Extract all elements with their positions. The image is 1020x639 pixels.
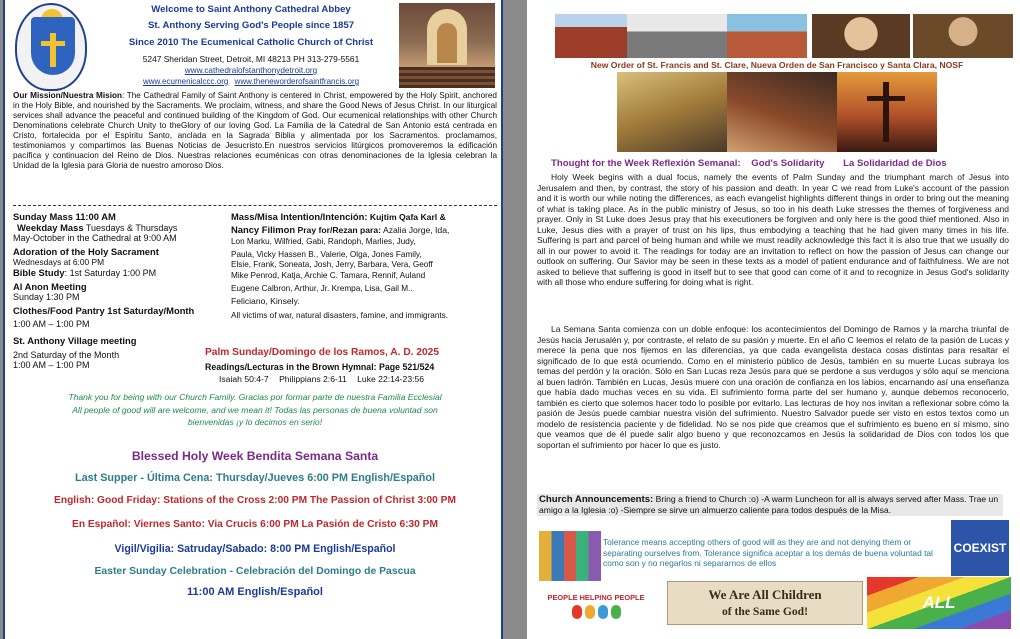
viernes-santo-times: En Español: Viernes Santo: Via Crucis 6:00 PM La Pasión de Cristo 6:30 PM	[72, 519, 438, 530]
mission-label: Our Mission/Nuestra Mision	[13, 91, 122, 100]
left-bulletin-page	[3, 0, 503, 639]
divider	[13, 205, 497, 206]
friars-photo	[727, 14, 807, 58]
thought-heading	[551, 158, 1017, 169]
clothes-pantry-label: Clothes/Food Pantry 1st Saturday/Month	[13, 304, 195, 316]
clothes-pantry-time: 1:00 AM – 1:00 PM	[13, 319, 90, 330]
prayer-names-4: Mike Penrod, Katja, Archie C. Tamara, Rennif, Auland	[231, 270, 426, 280]
saint-francis-painting	[913, 14, 1013, 58]
reading-philippians: Philippians 2:6-11	[279, 374, 347, 384]
people-helping-people-banner	[537, 587, 655, 627]
right-bulletin-page	[527, 0, 1020, 639]
thanks-line-3: bienvenidas ¡y lo decimos en serio!	[187, 417, 323, 427]
last-supper-time: Last Supper - Última Cena: Thursday/Jueves 6:00 PM English/Español	[75, 472, 435, 484]
website-link-ecumenical[interactable]: www.ecumenicalccc.org	[142, 77, 229, 86]
prayer-names-3: Elsie, Frank, Soneata, Josh, Jerry, Barbara, Vera, Geoff	[231, 260, 433, 270]
bible-study-label: Bible Study	[13, 266, 65, 278]
village-meeting-when: 2nd Saturday of the Month	[13, 349, 120, 360]
diverse-people-photo	[539, 531, 601, 581]
prayer-victims: All victims of war, natural disasters, famine, and immigrants.	[231, 310, 449, 320]
palm-sunday-painting	[617, 72, 727, 152]
mission-text: : The Cathedral Family of Saint Anthony is centered in Christ, empowered by the Holy Spirit, anchored in the Holy Bible, and nourished by the Sacraments. We proclaim, witness, and share the Good News of Jesus Christ. In our liturgical services shall advance the peaceful and continued building of the Kingdom of God. Our ecumenical relationships with other Church Denominations celebrate Church Unity to theGlory of our loving God. La Familia de la Catedral de San Antonio está centrada en Cristo, fortalecida por el Espíritu Santo, anclada en la Sagrada Biblia y alimentada por los Sacramentos. proclamamos, testimoniamos y compartimos las Buenas Noticias de Jesucristo.En nuestros servicios litúrgicos promoveremos la edificación pacífica y continuacion del Reino de Dios. Nuestras relaciones ecuménicas con otras denominaciones de la Iglesia celebran la Unidad de la Iglesia para Gloria de nuestro amoroso Dios.	[13, 91, 497, 170]
vigil-time: Vigil/Vigilia: Satruday/Sabado: 8:00 PM English/Español	[114, 543, 396, 555]
since-title: Since 2010 The Ecumenical Catholic Church of Christ	[128, 37, 374, 48]
people-helping-people-text: PEOPLE HELPING PEOPLE	[547, 593, 645, 602]
welcome-title: Welcome to Saint Anthony Cathedral Abbey	[151, 4, 351, 15]
palm-sunday-title: Palm Sunday/Domingo de los Ramos, A. D. 2025	[205, 347, 439, 358]
prayer-names-6: Feliciano, Kinsely.	[231, 296, 300, 307]
adoration-label: Adoration of the Holy Sacrament	[13, 245, 159, 257]
coexist-logo: COEXIST	[951, 520, 1009, 576]
thanks-line-1: Thank you for being with our Church Family. Gracias por formar parte de nuestra Familia Ecclesial	[68, 392, 442, 402]
abbey-logo-icon	[15, 3, 87, 91]
alanon-label: Al Anon Meeting	[13, 280, 87, 292]
reflection-english: Holy Week begins with a dual focus, namely the events of Palm Sunday and the triumphant march of Jesus into Jerusalem and then, by contrast, the story of his passion and death. In year C we read from Luke's account of the passion and it is worth our while noting the differences, as each evangelist highlights different things in order to bring out the meaning of what is taking place. As in the public ministry of Jesus, so too in his death Luke stresses the themes of forgiveness and prayer. Only in St Luke does Jesus pray that his executioners be forgiven and only here is the good thief mentioned. Also in Luke, Jesus dies with a prayer of trust on his lips, thus embodying a teaching that he had given many times in his life. Suffering is part and parcel of being human and while we must readily acknowledge this fact it is also true that we usually do all in our power to avoid it. The readings for today are an invitation to reflect on how the passion of Jesus can change our outlook on suffering. Our Savior may be seen in these texts as a model of patient endurance and of faithfulness. We are not asked to believe that suffering is good in itself but to see that good can come of it and to recognize in Jesus God's solidarity with all those who endure suffering for doing what is right.	[537, 172, 1009, 287]
village-meeting-time: 1:00 AM – 1:00 PM	[13, 360, 90, 371]
children-banner-line2: of the Same God!	[722, 605, 808, 618]
welcome-message	[13, 391, 497, 429]
thought-title-spanish: La Solidaridad de Dios	[843, 158, 947, 169]
easter-celebration: Easter Sunday Celebration - Celebración del Domingo de Pascua	[94, 566, 416, 577]
good-friday-times: English: Good Friday: Stations of the Cross 2:00 PM The Passion of Christ 3:00 PM	[54, 495, 456, 506]
prayer-names-2: Paula, Vicky Hassen B., Valerie, Olga, Jones Family,	[231, 249, 422, 259]
reading-luke: Luke 22:14-23:56	[357, 374, 425, 384]
mass-intentions	[231, 212, 501, 321]
intention-name: Nancy Filimon	[231, 223, 296, 235]
children-banner-line1: We Are All Children	[708, 587, 822, 602]
readings-label: Readings/Lecturas in the Brown Hymnal: Page 521/524	[205, 362, 435, 372]
thought-label: Thought for the Week Reflexión Semanal:	[551, 158, 741, 169]
announcements-label: Church Announcements:	[539, 494, 654, 505]
easter-time: 11:00 AM English/Español	[187, 586, 323, 598]
pray-for-label: Pray for/Rezan para:	[295, 224, 382, 235]
website-link-cathedral[interactable]: www.cathedralofstanthonydetroit.org	[184, 66, 318, 75]
announcements-text: Bring a friend to Church :o) -A warm Luncheon for all is always served after Mass. Trae un amigo a la Iglesia :o) -Siempre se sirve un almuerzo caliente para todos después de la Misa.	[539, 494, 999, 515]
children-of-god-banner	[667, 581, 863, 625]
order-caption: New Order of St. Francis and St. Clare, Nueva Orden de San Francisco y Santa Clara, NOSF	[590, 60, 964, 70]
prayer-names-1: Lon Marku, Wilfried, Gabi, Randoph, Marlies, Judy,	[231, 237, 416, 247]
reflection-spanish: La Semana Santa comienza con un doble enfoque: los acontecimientos del Domingo de Ramos y la marcha triunfal de Jesús hacia Jerusalén y, por contraste, el relato de su pasión y muerte. En el año C leemos el relato de la pasión de Lucas y merece la pena que nos fijemos en las diferencias, ya que cada evangelista destaca cosas distintas para resaltar el significado de lo que está ocurriendo. Como en el ministerio público de Jesús, también en su muerte Lucas subraya los temas del perdón y la oración. Sólo en San Lucas reza Jesús para que se perdone a sus verdugos y sólo aquí se menciona al buen ladrón. También en Lucas, Jesús muere con una oración de confianza en los labios, encarnando así una enseñanza que había dado muchas veces en su vida. El sufrimiento forma parte del ser humano y, aunque debemos reconocerlo, también es cierto que solemos hacer todo lo posible por evitarlo. Las lecturas de hoy nos invitan a reflexionar sobre cómo la pasión de Jesús puede cambiar nuestra visión del sufrimiento. Nuestro Salvador puede ser visto en estos textos como un modelo de resistencia paciente y de fidelidad. No se nos pide que creamos que el sufrimiento es bueno en sí mismo, sino que veamos que de él puede salir algo bueno y que reconozcamos en Jesús la solidaridad de Dios con todos los que soportan el sufrimiento por hacer lo que es justo.	[537, 324, 1009, 450]
serving-title: St. Anthony Serving God's People since 1857	[147, 20, 355, 31]
tolerance-message: Tolerance means accepting others of good will as they are and not denying them or separating ourselves from. Tolerance significa aceptar a los demás de buena voluntad tal como son y no negarlos ni separarnos de ellos	[603, 537, 933, 569]
church-announcements	[537, 494, 1003, 516]
adoration-time: Wednesdays at 6:00 PM	[13, 257, 105, 268]
crucifixion-image	[837, 72, 937, 152]
bible-study-time: : 1st Saturday 1:00 PM	[64, 267, 157, 278]
cathedral-interior-photo	[399, 3, 495, 88]
intention-label: Mass/Misa Intention/Intención:	[231, 211, 368, 222]
saint-clare-painting	[812, 14, 910, 58]
all-welcome-banner: ALL	[867, 577, 1011, 629]
weekday-mass-label: Weekday Mass	[17, 221, 84, 233]
village-meeting-label: St. Anthony Village meeting	[13, 334, 137, 346]
intention-first: Kujtim Qafa Karl &	[367, 212, 446, 222]
church-address: 5247 Sheridan Street, Detroit, MI 48213 PH 313-279-5561	[142, 54, 360, 64]
sunday-mass: Sunday Mass 11:00 AM	[13, 211, 116, 222]
prayer-names-5: Eugene Calbron, Arthur, Jr. Krempa, Lisa, Gail M..	[231, 283, 413, 293]
alanon-time: Sunday 1:30 PM	[13, 292, 80, 303]
mission-statement	[13, 91, 497, 171]
website-link-new-order[interactable]: www.theneworderofsaintfrancis.org	[234, 77, 360, 86]
holy-week-title: Blessed Holy Week Bendita Semana Santa	[131, 449, 379, 463]
altar-photo	[627, 14, 727, 58]
service-schedule	[13, 212, 228, 371]
weekday-mass-days: Tuesdays & Thursdays	[83, 222, 178, 233]
thanks-line-2: All people of good will are welcome, and we mean it! Todas las personas de buena voluntad son	[72, 404, 438, 415]
pray-for-first: Azalia Jorge, Ida,	[381, 224, 450, 235]
reading-isaiah: Isaiah 50:4-7	[219, 374, 269, 384]
passion-painting	[727, 72, 837, 152]
may-october-schedule: May-October in the Cathedral at 9:00 AM	[13, 233, 177, 244]
thought-title-english: God's Solidarity	[751, 158, 825, 169]
basilica-photo	[555, 14, 627, 58]
